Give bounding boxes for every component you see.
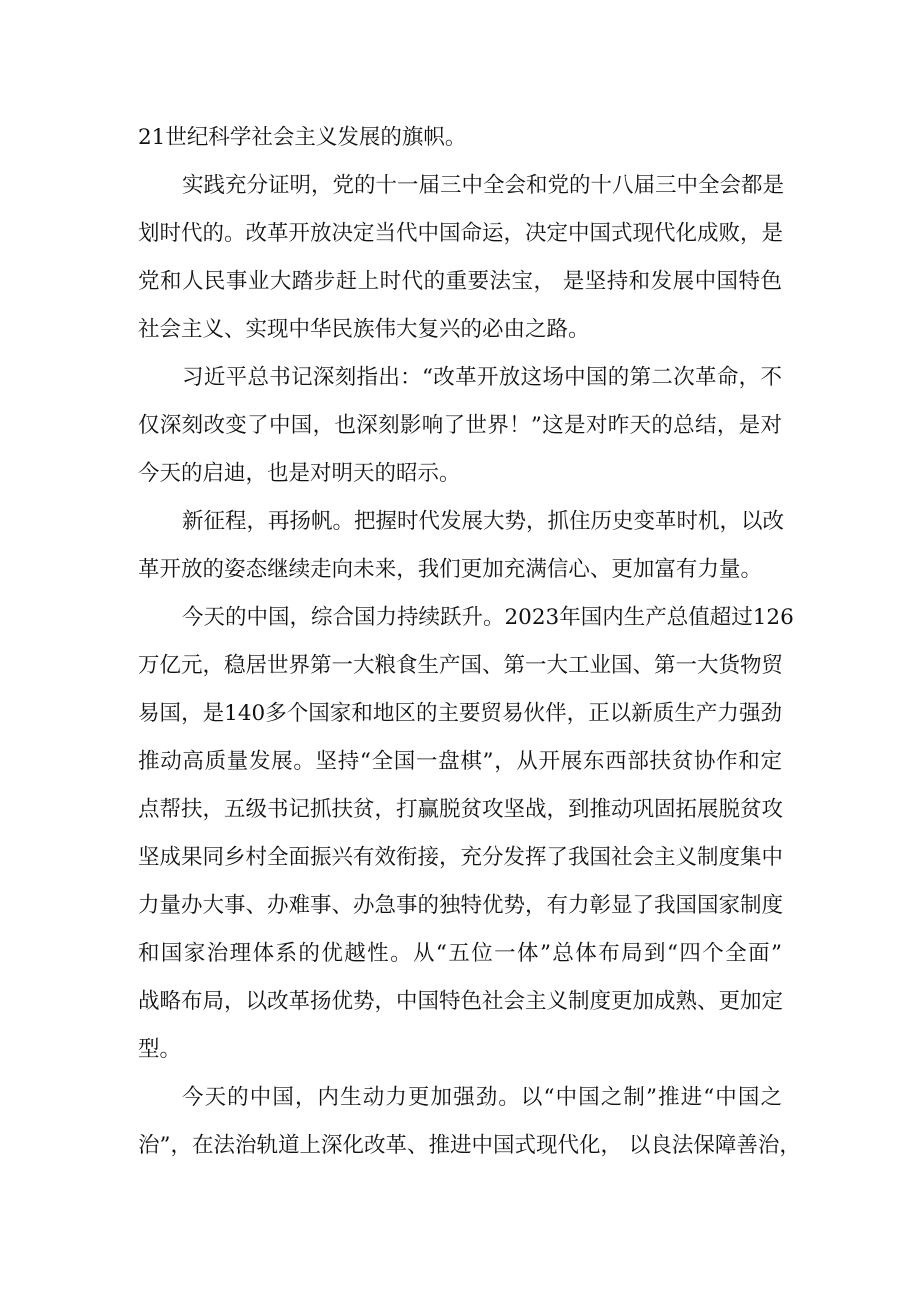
text-line-content: 实践充分证明，党的十一届三中全会和党的十八届三中全会都是 xyxy=(182,173,785,198)
text-line-content: 今天的中国，内生动力更加强劲。以“中国之制”推进“中国之 xyxy=(182,1085,782,1110)
text-line-content: 习近平总书记深刻指出：“改革开放这场中国的第二次革命，不 xyxy=(182,365,782,390)
text-line-content: 治”，在法治轨道上深化改革、推进中国式现代化， 以良法保障善治， xyxy=(138,1133,801,1158)
text-line xyxy=(0,1078,920,1118)
text-line-content: 21世纪科学社会主义发展的旗帜。 xyxy=(138,125,467,150)
text-line-content: 坚成果同乡村全面振兴有效衔接，充分发挥了我国社会主义制度集中 xyxy=(138,845,784,870)
text-line-content: 今天的启迪，也是对明天的昭示。 xyxy=(138,461,461,486)
text-line xyxy=(0,166,920,206)
text-line xyxy=(0,1030,920,1070)
text-line-content: 新征程，再扬帆。把握时代发展大势，抓住历史变革时机，以改 xyxy=(182,509,785,534)
text-line xyxy=(0,550,920,590)
text-line xyxy=(0,454,920,494)
text-line xyxy=(0,790,920,830)
text-line-content: 革开放的姿态继续走向未来，我们更加充满信心、更加富有力量。 xyxy=(138,557,762,582)
text-line xyxy=(0,886,920,926)
text-line xyxy=(0,1126,920,1166)
text-line-content: 点帮扶，五级书记抓扶贫，打赢脱贫攻坚战，到推动巩固拓展脱贫攻 xyxy=(138,797,784,822)
text-line xyxy=(0,358,920,398)
text-line-content: 和国家治理体系的优越性。从“五位一体”总体布局到“四个全面” xyxy=(138,941,782,966)
text-line xyxy=(0,310,920,350)
text-line-content: 万亿元，稳居世界第一大粮食生产国、第一大工业国、第一大货物贸 xyxy=(138,653,784,678)
text-line xyxy=(0,982,920,1022)
text-line xyxy=(0,502,920,542)
text-line xyxy=(0,214,920,254)
text-line-content: 易国，是140多个国家和地区的主要贸易伙伴，正以新质生产力强劲 xyxy=(138,701,782,726)
text-line xyxy=(0,646,920,686)
text-line xyxy=(0,694,920,734)
text-line-content: 力量办大事、办难事、办急事的独特优势，有力彰显了我国国家制度 xyxy=(138,893,784,918)
text-line-content: 党和人民事业大踏步赶上时代的重要法宝， 是坚持和发展中国特色 xyxy=(138,269,782,294)
text-line xyxy=(0,598,920,638)
text-line-content: 战略布局，以改革扬优势，中国特色社会主义制度更加成熟、更加定 xyxy=(138,989,784,1014)
text-line xyxy=(0,742,920,782)
text-line-content: 社会主义、实现中华民族伟大复兴的必由之路。 xyxy=(138,317,590,342)
text-line-content: 今天的中国，综合国力持续跃升。2023年国内生产总值超过126 xyxy=(182,605,794,630)
text-line xyxy=(0,118,920,158)
text-line-content: 划时代的。改革开放决定当代中国命运，决定中国式现代化成败，是 xyxy=(138,221,784,246)
text-line-content: 推动高质量发展。坚持“全国一盘棋”，从开展东西部扶贫协作和定 xyxy=(138,749,782,774)
text-line xyxy=(0,262,920,302)
text-line xyxy=(0,838,920,878)
text-line xyxy=(0,934,920,974)
text-line-content: 仅深刻改变了中国，也深刻影响了世界！”这是对昨天的总结，是对 xyxy=(138,413,782,438)
text-line-content: 型。 xyxy=(138,1037,182,1062)
text-line xyxy=(0,406,920,446)
